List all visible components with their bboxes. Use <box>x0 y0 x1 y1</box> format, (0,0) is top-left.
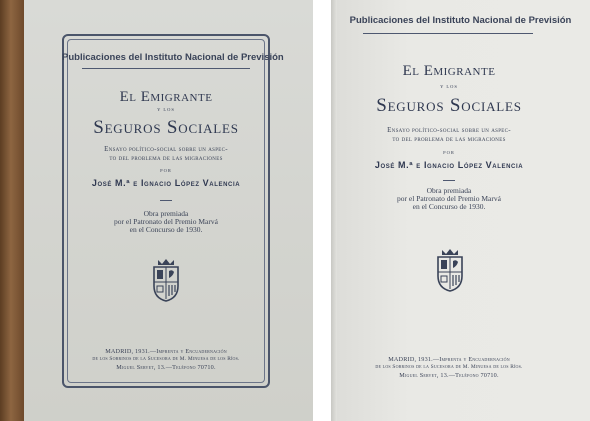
title-subtitle-line2: to del problema de las migraciones <box>392 135 506 143</box>
title-award-line3: en el Concurso de 1930. <box>412 202 486 211</box>
cover-award-line3: en el Concurso de 1930. <box>129 225 203 234</box>
book-spine <box>0 0 24 421</box>
title-award-line1: Obra premiada <box>426 186 472 195</box>
title-page-photo <box>331 0 590 421</box>
title-imprint-line3: Miguel Servet, 13.—Teléfono 70710. <box>399 372 499 379</box>
cover-title-connector: Y LOS <box>157 107 175 112</box>
title-line1: El Emigrante <box>402 63 496 79</box>
photo-gap <box>313 0 331 421</box>
cover-imprint-line2: de los Sobrinos de la Sucesora de M. Minuesa de los Ríos. <box>92 356 240 362</box>
coat-of-arms-icon <box>435 248 465 292</box>
cover-subtitle-line1: Ensayo político-social sobre un aspec- <box>104 145 228 153</box>
cover-author-prefix: POR <box>160 168 172 173</box>
cover-title-line2: Seguros Sociales <box>93 117 239 138</box>
title-line2: Seguros Sociales <box>376 95 522 116</box>
title-imprint-line2: de los Sobrinos de la Sucesora de M. Minuesa de los Ríos. <box>375 364 523 370</box>
title-divider <box>363 33 533 34</box>
cover-award-line2: por el Patronato del Premio Marvá <box>114 217 218 226</box>
cover-author: José M.ª e Ignacio López Valencia <box>91 178 241 188</box>
title-author-prefix: POR <box>443 150 455 155</box>
coat-of-arms-icon <box>151 258 181 302</box>
cover-title-line1: El Emigrante <box>119 89 213 105</box>
cover-divider <box>82 68 250 69</box>
cover-short-rule <box>160 200 172 201</box>
cover-imprint-line1: MADRID, 1931.—Imprenta y Encuadernación <box>105 348 227 355</box>
title-award-line2: por el Patronato del Premio Marvá <box>397 194 501 203</box>
title-connector: Y LOS <box>440 84 458 89</box>
cover-award-line1: Obra premiada <box>143 209 189 218</box>
title-short-rule <box>443 180 455 181</box>
cover-subtitle-line2: to del problema de las migraciones <box>109 154 223 162</box>
title-publisher: Publicaciones del Instituto Nacional de Previsión <box>349 15 572 26</box>
cover-publisher: Publicaciones del Instituto Nacional de Previsión <box>62 52 284 63</box>
title-subtitle-line1: Ensayo político-social sobre un aspec- <box>387 126 511 134</box>
title-imprint-line1: MADRID, 1931.—Imprenta y Encuadernación <box>388 356 510 363</box>
title-author: José M.ª e Ignacio López Valencia <box>374 160 524 170</box>
cover-imprint-line3: Miguel Servet, 13.—Teléfono 70710. <box>116 364 216 371</box>
